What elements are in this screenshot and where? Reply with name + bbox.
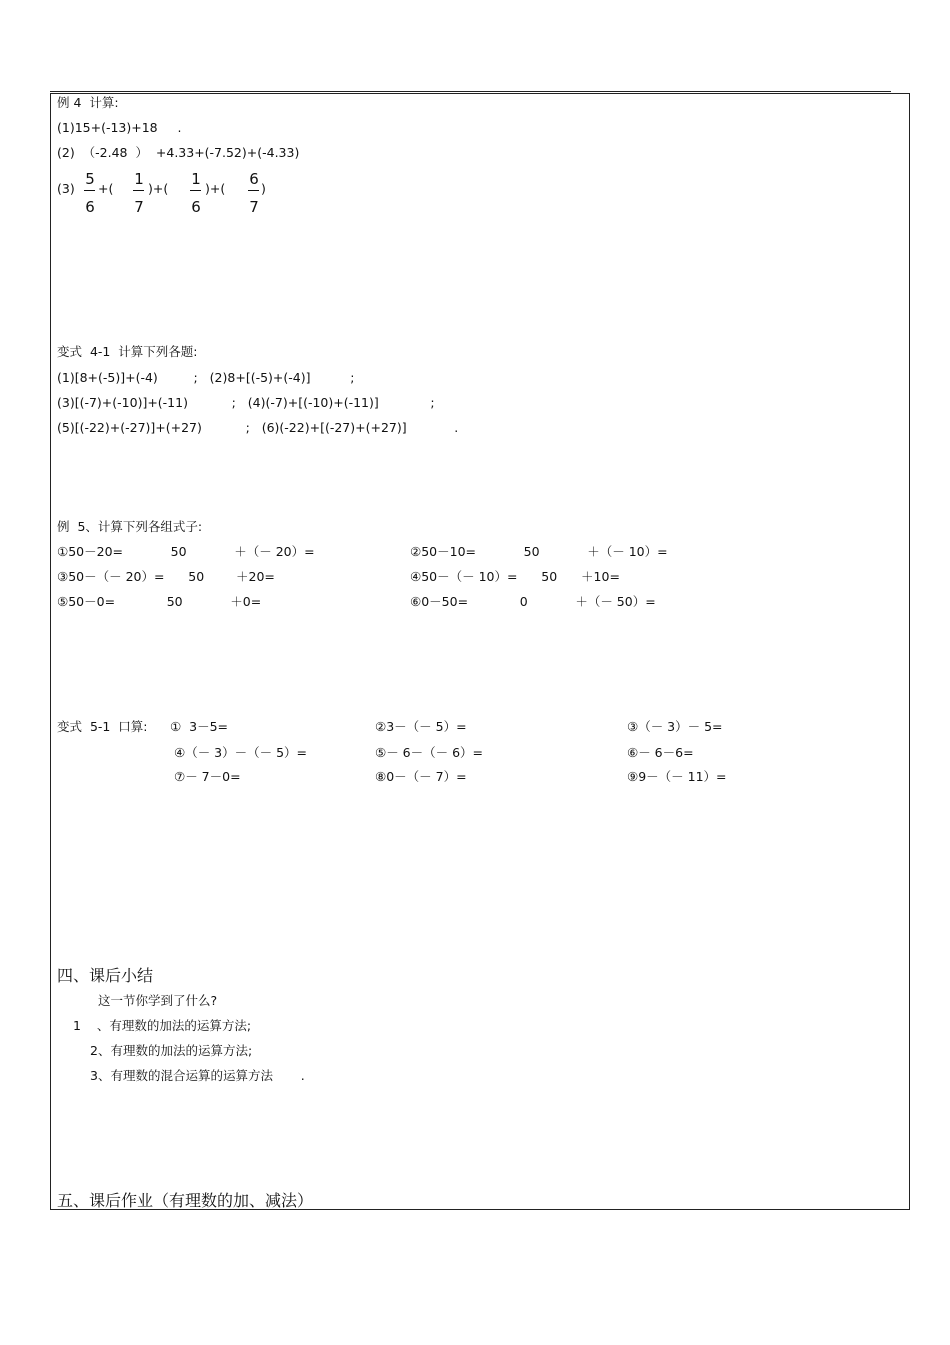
plus-open-2: )+( — [148, 181, 169, 196]
variant51-label: 变式 5-1 口算: — [57, 719, 148, 734]
variant51-item4: ④（－ 3）－（－ 5）= — [174, 745, 308, 760]
example5-row3-right: ⑥0－50= 0 ＋（－ 50）= — [410, 594, 656, 609]
variant41-row1: (1)[8+(-5)]+(-4) ; (2)8+[(-5)+(-4)] ; — [57, 370, 355, 385]
variant51-item5: ⑤－ 6－（－ 6）= — [375, 745, 484, 760]
frac1-numerator: 5 — [85, 170, 95, 188]
variant51-item7: ⑦－ 7－0= — [174, 769, 241, 784]
frac4-bar — [248, 190, 259, 191]
variant51-item6: ⑥－ 6－6= — [627, 745, 694, 760]
variant41-row2: (3)[(-7)+(-10)]+(-11) ; (4)(-7)+[(-10)+(-11)] ; — [57, 395, 435, 410]
example5-row1-left: ①50－20= 50 ＋（－ 20）= — [57, 544, 315, 559]
summary-item1: 1 、有理数的加法的运算方法; — [73, 1018, 252, 1033]
close-paren: ) — [261, 181, 266, 196]
example5-title: 例 5、计算下列各组式子: — [57, 519, 203, 534]
frac1-denominator: 6 — [85, 198, 95, 216]
frac3-denominator: 6 — [191, 198, 201, 216]
variant41-title: 变式 4-1 计算下列各题: — [57, 344, 198, 359]
example5-row2-left: ③50－（－ 20）= 50 ＋20= — [57, 569, 275, 584]
summary-item2: 2、有理数的加法的运算方法; — [90, 1043, 253, 1058]
frac1-bar — [84, 190, 95, 191]
variant51-item2: ②3－（－ 5）= — [375, 719, 467, 734]
plus-open-3: )+( — [205, 181, 226, 196]
example4-q1: (1)15+(-13)+18 . — [57, 120, 182, 135]
frac4-numerator: 6 — [249, 170, 259, 188]
example4-title: 例 4 计算: — [57, 95, 119, 110]
frac3-bar — [190, 190, 201, 191]
frac3-numerator: 1 — [191, 170, 201, 188]
variant51-item3: ③（－ 3）－ 5= — [627, 719, 723, 734]
example5-row2-right: ④50－（－ 10）= 50 ＋10= — [410, 569, 620, 584]
example4-q3-label: (3) — [57, 181, 75, 196]
variant51-item9: ⑨9－（－ 11）= — [627, 769, 727, 784]
variant41-row3: (5)[(-22)+(-27)]+(+27) ; (6)(-22)+[(-27)+(+27)] . — [57, 420, 459, 435]
plus-open-1: +( — [98, 181, 114, 196]
frac2-bar — [133, 190, 144, 191]
frac2-numerator: 1 — [134, 170, 144, 188]
example5-row1-right: ②50－10= 50 ＋（－ 10）= — [410, 544, 668, 559]
variant51-item8: ⑧0－（－ 7）= — [375, 769, 467, 784]
frac2-denominator: 7 — [134, 198, 144, 216]
summary-item3: 3、有理数的混合运算的运算方法 . — [90, 1068, 305, 1083]
frac4-denominator: 7 — [249, 198, 259, 216]
summary-question: 这一节你学到了什么? — [98, 993, 218, 1008]
example5-row3-left: ⑤50－0= 50 ＋0= — [57, 594, 262, 609]
top-rule — [50, 91, 891, 92]
homework-heading: 五、课后作业（有理数的加、减法） — [57, 1191, 314, 1210]
example4-q2: (2) （-2.48 ） +4.33+(-7.52)+(-4.33) — [57, 145, 300, 160]
summary-heading: 四、课后小结 — [57, 966, 154, 985]
variant51-item1: ① 3－5= — [170, 719, 229, 734]
